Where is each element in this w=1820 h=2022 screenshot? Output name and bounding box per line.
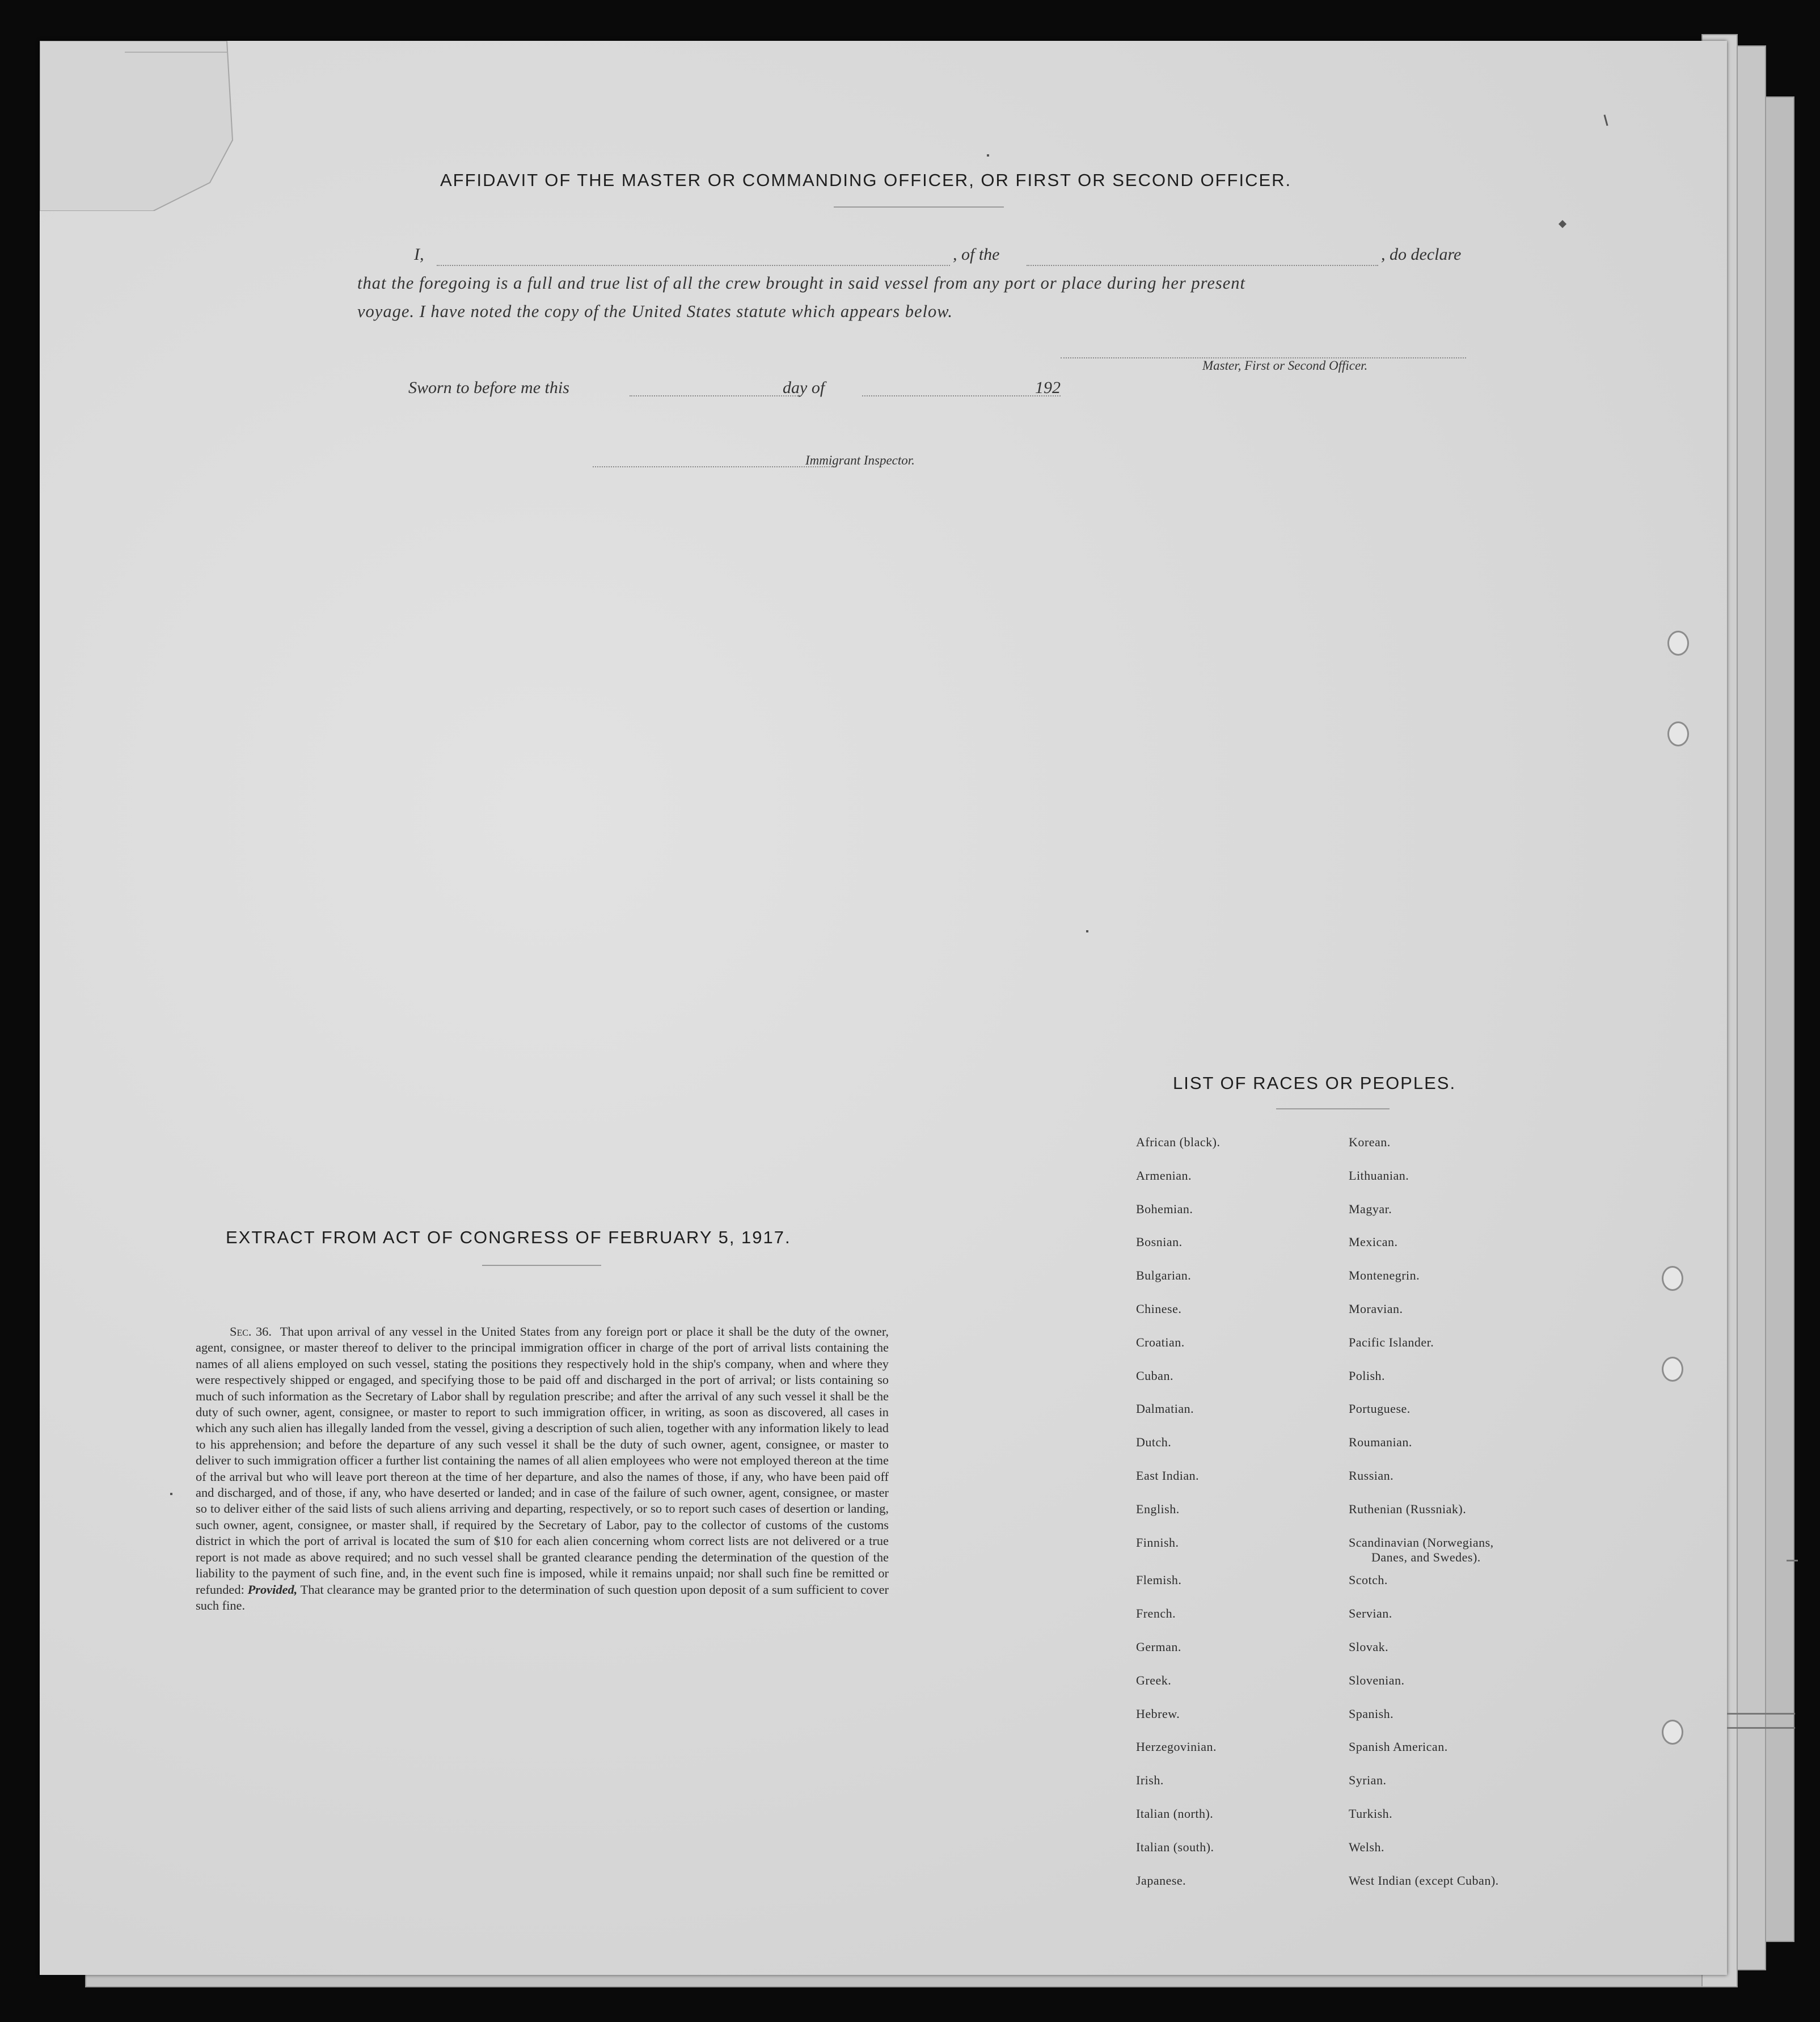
- race-item: East Indian.: [1136, 1468, 1200, 1483]
- race-item: African (black).: [1136, 1135, 1221, 1149]
- of-the-label: , of the: [953, 245, 1000, 264]
- affidavit-line-2: that the foregoing is a full and true list of all the crew brought in said vessel from any port or place during her present: [357, 273, 1246, 293]
- race-item: German.: [1136, 1640, 1181, 1654]
- race-item: Roumanian.: [1349, 1435, 1412, 1450]
- inspector-caption: Immigrant Inspector.: [805, 453, 915, 467]
- race-item: Italian (south).: [1136, 1839, 1214, 1854]
- races-title-rule: [1276, 1108, 1390, 1109]
- sworn-prefix: Sworn to before me this: [408, 378, 569, 397]
- binding-hole: [1662, 1720, 1683, 1745]
- affidavit-title: AFFIDAVIT OF THE MASTER OR COMMANDING OFFICER, OR FIRST OR SECOND OFFICER.: [440, 170, 1292, 190]
- race-item: Polish.: [1349, 1368, 1386, 1383]
- race-item: Welsh.: [1349, 1839, 1384, 1854]
- race-item: Portuguese.: [1349, 1402, 1411, 1416]
- race-item: Flemish.: [1136, 1573, 1182, 1588]
- ink-speck: [1086, 930, 1088, 932]
- race-item: Magyar.: [1349, 1201, 1392, 1216]
- race-item: Danes, and Swedes).: [1371, 1550, 1481, 1564]
- sworn-month-field[interactable]: [862, 395, 1061, 396]
- race-item: Slovak.: [1349, 1640, 1389, 1654]
- race-item: Armenian.: [1136, 1168, 1192, 1183]
- race-item: Croatian.: [1136, 1335, 1185, 1349]
- race-item: Dalmatian.: [1136, 1402, 1194, 1416]
- binding-hole: [1662, 1266, 1683, 1291]
- extract-body: [196, 1324, 889, 1614]
- title-rule: [834, 206, 1004, 208]
- folded-corner: [40, 41, 244, 211]
- binding-hole: [1662, 1357, 1683, 1382]
- race-item: Hebrew.: [1136, 1706, 1180, 1721]
- extract-title: EXTRACT FROM ACT OF CONGRESS OF FEBRUARY 5, 1917.: [226, 1227, 791, 1247]
- races-title: LIST OF RACES OR PEOPLES.: [1173, 1073, 1456, 1093]
- race-item: Finnish.: [1136, 1535, 1179, 1550]
- ink-speck: [170, 1493, 172, 1495]
- race-item: Spanish American.: [1349, 1740, 1448, 1754]
- sworn-year: 192: [1035, 378, 1061, 397]
- race-item: Cuban.: [1136, 1368, 1173, 1383]
- inspector-signature-field[interactable]: [593, 466, 837, 467]
- vessel-field[interactable]: [1027, 265, 1378, 266]
- race-item: Japanese.: [1136, 1873, 1186, 1888]
- sworn-day-label: day of: [783, 378, 825, 397]
- document-page: [40, 41, 1727, 1975]
- race-item: Italian (north).: [1136, 1806, 1214, 1821]
- ink-speck: [1559, 220, 1566, 228]
- race-item: Russian.: [1349, 1468, 1394, 1483]
- race-item: Pacific Islander.: [1349, 1335, 1434, 1349]
- race-item: Greek.: [1136, 1673, 1172, 1687]
- race-item: West Indian (except Cuban).: [1349, 1873, 1499, 1888]
- declarant-name-field[interactable]: [437, 265, 950, 266]
- race-item: Servian.: [1349, 1606, 1392, 1621]
- declare-label: , do declare: [1381, 245, 1462, 264]
- race-item: Korean.: [1349, 1135, 1391, 1149]
- race-item: Ruthenian (Russniak).: [1349, 1501, 1467, 1516]
- ink-speck: [987, 154, 989, 157]
- race-item: Turkish.: [1349, 1806, 1393, 1821]
- race-item: Irish.: [1136, 1773, 1164, 1788]
- extract-text: That upon arrival of any vessel in the United States from any foreign port or place it shall be the duty of the owner, agent, consignee, or master thereof to deliver to the principal immigration officer in charge of the port of arrival lists containing the names of all aliens employed on such vessel, stating the positions they respectively hold in the ship's company, when and where they were respectively shipped or engaged, and specifying those to be paid off and discharged in the port of arrival; or lists containing so much of such information as the Secretary of Labor shall by regulation prescribe; and after the arrival of any such vessel it shall be the duty of such owner, agent, consignee, or master to report to such immigration officer, in writing, as soon as discovered, all cases in which any such alien has illegally landed from the vessel, giving a description of such alien, together with any information likely to lead to his apprehension; and before the departure of any such vessel it shall be the duty of such owner, agent, consignee, or master to deliver to such immigration officer a further list containing the names of all alien employees who were not employed thereon at the time of the arrival but who will leave port thereon at the time of her departure, and also the names of those, if any, who have been paid off and discharged, and of those, if any, who have deserted or landed; and in case of the failure of such owner, agent, consignee, or master so to deliver either of the said lists of such aliens arriving and departing, respectively, or so to report such cases of desertion or landing, such owner, agent, consignee, or master shall, if required by the Secretary of Labor, pay to the collector of customs of the customs district in which the port of arrival is located the sum of $10 for each alien concerning whom correct lists are not delivered or a true report is not made as above required; and no such vessel shall be granted clearance pending the determination of the question of the liability to the payment of such fine, and, in the event such fine is imposed, while it remains unpaid; nor shall such fine be remitted or refunded:: [196, 1324, 889, 1597]
- race-item: Montenegrin.: [1349, 1268, 1420, 1283]
- binding-hole: [1667, 721, 1689, 746]
- race-item: Spanish.: [1349, 1706, 1394, 1721]
- race-item: Mexican.: [1349, 1235, 1398, 1249]
- edge-rule: [1727, 1727, 1795, 1729]
- race-item: Moravian.: [1349, 1302, 1403, 1316]
- sworn-date-field[interactable]: [630, 395, 800, 396]
- race-item: Scotch.: [1349, 1573, 1388, 1588]
- edge-rule: [1787, 1560, 1798, 1561]
- race-item: Dutch.: [1136, 1435, 1172, 1450]
- extract-title-rule: [482, 1265, 601, 1266]
- edge-rule: [1727, 1713, 1795, 1715]
- affidavit-line-3: voyage. I have noted the copy of the United States statute which appears below.: [357, 302, 953, 321]
- race-item: Syrian.: [1349, 1773, 1387, 1788]
- race-item: Bosnian.: [1136, 1235, 1183, 1249]
- race-item: Bulgarian.: [1136, 1268, 1192, 1283]
- race-item: Bohemian.: [1136, 1201, 1193, 1216]
- race-item: Slovenian.: [1349, 1673, 1405, 1687]
- race-item: Lithuanian.: [1349, 1168, 1409, 1183]
- race-item: Scandinavian (Norwegians,: [1349, 1535, 1494, 1550]
- binding-hole: [1667, 631, 1689, 656]
- provided-word: Provided,: [247, 1582, 298, 1597]
- section-label: Sec. 36.: [230, 1324, 272, 1339]
- extract-text-end: That clearance may be granted prior to the determination of such question upon deposit of a sum sufficient to cover such fine.: [196, 1582, 889, 1612]
- ink-speck: [1603, 115, 1608, 126]
- race-item: English.: [1136, 1501, 1180, 1516]
- race-item: French.: [1136, 1606, 1176, 1621]
- race-item: Herzegovinian.: [1136, 1740, 1217, 1754]
- officer-caption: Master, First or Second Officer.: [1202, 358, 1368, 373]
- race-item: Chinese.: [1136, 1302, 1182, 1316]
- declarant-i: I,: [414, 245, 424, 264]
